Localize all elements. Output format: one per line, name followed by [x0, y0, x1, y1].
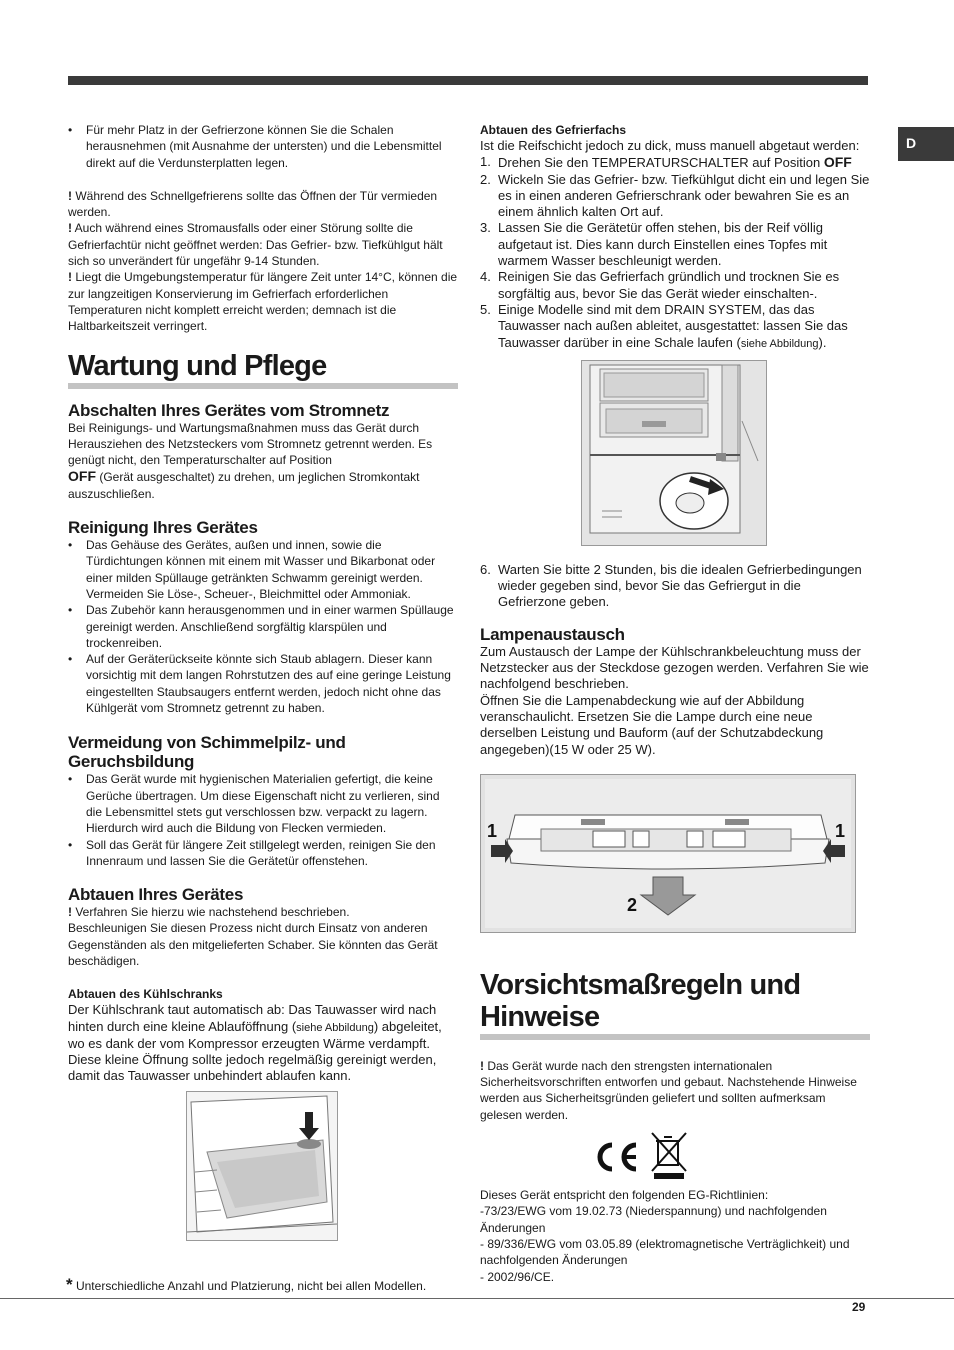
list-item: 1. Drehen Sie den TEMPERATURSCHALTER auf Position OFF — [480, 154, 852, 171]
vorsicht-text: ! Das Gerät wurde nach den strengsten internationalen Sicherheitsvorschriften entworfen und gebaut. Nachstehende Hinweise werden aus Sicherheitsgründen geliefert und sollten aufmerksam gelesen werden. — [480, 1058, 857, 1122]
drain-system-figure — [581, 360, 767, 546]
header-bar — [68, 76, 868, 85]
list-item: 5. Einige Modelle sind mit dem DRAIN SYSTEM, das das Tauwasser nach außen ableitet, ausgestattet: lassen Sie das Tauwasser darüber in eine Schale laufen (siehe Abbildung). — [480, 301, 848, 350]
heading-abschalten: Abschalten Ihres Gerätes vom Stromnetz — [68, 400, 390, 420]
language-tab-label: D — [906, 135, 917, 151]
heading-abtauen-gefrierfach: Abtauen des Gefrierfachs — [480, 123, 627, 137]
lamp-figure — [480, 774, 856, 933]
heading-abtauen: Abtauen Ihres Gerätes — [68, 885, 244, 905]
richtlinien-line: - 2002/96/CE. — [480, 1269, 555, 1284]
language-tab — [898, 127, 954, 161]
list-item: 6. Warten Sie bitte 2 Stunden, bis die idealen Gefrierbedingungen wieder gegeben sind, bevor Sie das Gefriergut in die Gefrierzone geben. — [480, 561, 862, 610]
list-item: 4. Reinigen Sie das Gefrierfach gründlich und trocknen Sie es sorgfältig aus, bevor Sie das Gerät wieder einschalten-. — [480, 269, 840, 301]
gefrier-intro: Ist die Reifschicht jedoch zu dick, muss manuell abgetaut werden: — [480, 138, 860, 153]
section-title-vorsicht: Vorsichtsmaßregeln und Hinweise — [480, 969, 870, 1040]
list-item: • Auf der Geräterückseite könnte sich Staub ablagern. Dieser kann vorsichtig mit dem langen Rohrstutzen des auf eine geringe Leistung eingestellten Staubsaugers entfernt werden, jedoch nicht ohne das Kühlgerät vom Stromnetz getrennt zu haben. — [68, 651, 458, 716]
richtlinien-line: -73/23/EWG vom 19.02.73 (Niederspannung) und nachfolgenden Änderungen — [480, 1204, 827, 1235]
list-item: 3. Lassen Sie die Gerätetür offen stehen, bis der Reif völlig aufgetaut ist. Dies kann durch Einstellen eines Topfes mit warmem Wasser beschleunigt werden. — [480, 220, 828, 269]
ce-weee-marks — [590, 1131, 870, 1187]
section-title-wartung: Wartung und Pflege — [68, 350, 458, 389]
heading-reinigung: Reinigung Ihres Gerätes — [68, 518, 258, 538]
list-item: • Das Gerät wurde mit hygienischen Materialien gefertigt, die keine Gerüche übertragen. Um diese Eigenschaft nicht zu verlieren, sind die Lebensmittel stets gut verschlossen bzw. verpackt zu lagern. Hierdurch wird auch die Bildung von Flecken vermieden. — [68, 771, 458, 836]
lamp-illustration — [481, 775, 855, 932]
abtauen-text: Beschleunigen Sie diesen Prozess nicht durch Einsatz von anderen Gegenständen als den mitgelieferten Schaber. Sie könnten das Gerät beschädigen. — [68, 921, 438, 968]
left-column — [68, 120, 458, 1241]
lamp-label-2: 2 — [627, 894, 638, 915]
lampe-text-1: Zum Austausch der Lampe der Kühlschrankbeleuchtung muss der Netzstecker aus der Steckdose gezogen werden. Verfahren Sie wie nachfolgend beschrieben. — [480, 643, 869, 692]
drain-system-illustration — [582, 361, 766, 545]
page-number: 29 — [852, 1300, 866, 1314]
footer-divider — [0, 1298, 954, 1299]
abtauen-kuehlschrank-text: Der Kühlschrank taut automatisch ab: Das Tauwasser wird nach hinten durch eine kleine Ablauföffnung (siehe Abbildung) abgeleitet, wo es dank der vom Kompressor erzeugten Wärme verdampft. Diese kleine Öffnung sollte jedoch regelmäßig gereinigt werden, damit das Tauwasser unbehindert ablaufen kann. — [68, 1002, 442, 1084]
abtauen-warning: ! Verfahren Sie hierzu wie nachstehend beschrieben. — [68, 905, 350, 920]
ce-mark-icon — [590, 1131, 690, 1183]
warning-text: ! Während des Schnellgefrierens sollte das Öffnen der Tür vermieden werden. — [68, 188, 438, 220]
drain-hole-illustration — [187, 1092, 337, 1240]
list-item: 2. Wickeln Sie das Gefrier- bzw. Tiefkühlgut dicht ein und legen Sie es in einen anderen Gefrierschrank oder bewahren Sie es an einem ähnlich kalten Ort auf. — [480, 171, 870, 220]
footnote: * Unterschiedliche Anzahl und Platzierung, nicht bei allen Modellen. — [66, 1275, 427, 1294]
warning-text: ! Auch während eines Stromausfalls oder einer Störung sollte die Gefrierfachtür nicht geöffnet werden: Das Gefrier- bzw. Tiefkühlgut hält sich so unverändert für ungefähr 9-14 Stunden. — [68, 221, 443, 269]
heading-lampenaustausch: Lampenaustausch — [480, 624, 625, 644]
heading-schimmel: Vermeidung von Schimmelpilz- und Geruchsbildung — [68, 733, 346, 772]
list-item: • Das Zubehör kann herausgenommen und in einer warmen Spüllauge gereinigt werden. Anschließend sorgfältig klarspülen und trockenreiben. — [68, 602, 458, 651]
lampe-text-2: Öffnen Sie die Lampenabdeckung wie auf der Abbildung veranschaulicht. Ersetzen Sie die Lampe durch eine neue derselben Leistung und Bauform (auf der Schutzabdeckung angegeben)(15 W oder 25 W). — [480, 692, 824, 757]
right-column — [480, 120, 870, 1285]
lamp-label-1-right: 1 — [835, 820, 846, 841]
warnings-block — [68, 188, 458, 335]
abschalten-text: Bei Reinigungs- und Wartungsmaßnahmen muss das Gerät durch Herausziehen des Netzsteckers vom Stromnetz getrennt werden. Es genügt nicht, den Temperaturschalter auf Position OFF (Gerät ausgeschaltet) zu drehen, um jeglichen Stromkontakt auszuschließen. — [68, 420, 433, 501]
list-item: • Für mehr Platz in der Gefrierzone können Sie die Schalen herausnehmen (mit Ausnahme der untersten) und die Lebensmittel direkt auf die Verdunsterplatten legen. — [68, 122, 458, 171]
heading-abtauen-kuehlschrank: Abtauen des Kühlschranks — [68, 987, 223, 1002]
drain-hole-figure — [186, 1091, 338, 1241]
richtlinien-line: - 89/336/EWG vom 03.05.89 (elektromagnetische Verträglichkeit) und nachfolgenden Änderungen — [480, 1236, 850, 1268]
lamp-label-1-left: 1 — [487, 820, 498, 841]
list-item: • Das Gehäuse des Gerätes, außen und innen, sowie die Türdichtungen können mit einem mit Wasser und Bikarbonat oder einer milden Spüllauge getränkten Schwamm gereinigt werden. Vermeiden Sie Löse-, Scheuer-, Bleichmittel oder Ammoniak. — [68, 537, 458, 602]
list-item: • Soll das Gerät für längere Zeit stillgelegt werden, reinigen Sie den Innenraum und lassen Sie die Gerätetür offenstehen. — [68, 837, 458, 870]
richtlinien-line: Dieses Gerät entspricht den folgenden EG-Richtlinien: — [480, 1188, 769, 1203]
warning-text: ! Liegt die Umgebungstemperatur für längere Zeit unter 14°C, können die zur langzeitigen Konservierung im Gefrierfach erforderlichen Temperaturen nicht komplett erreicht werden; demnach ist die Haltbarkeitszeit verringert. — [68, 270, 458, 334]
